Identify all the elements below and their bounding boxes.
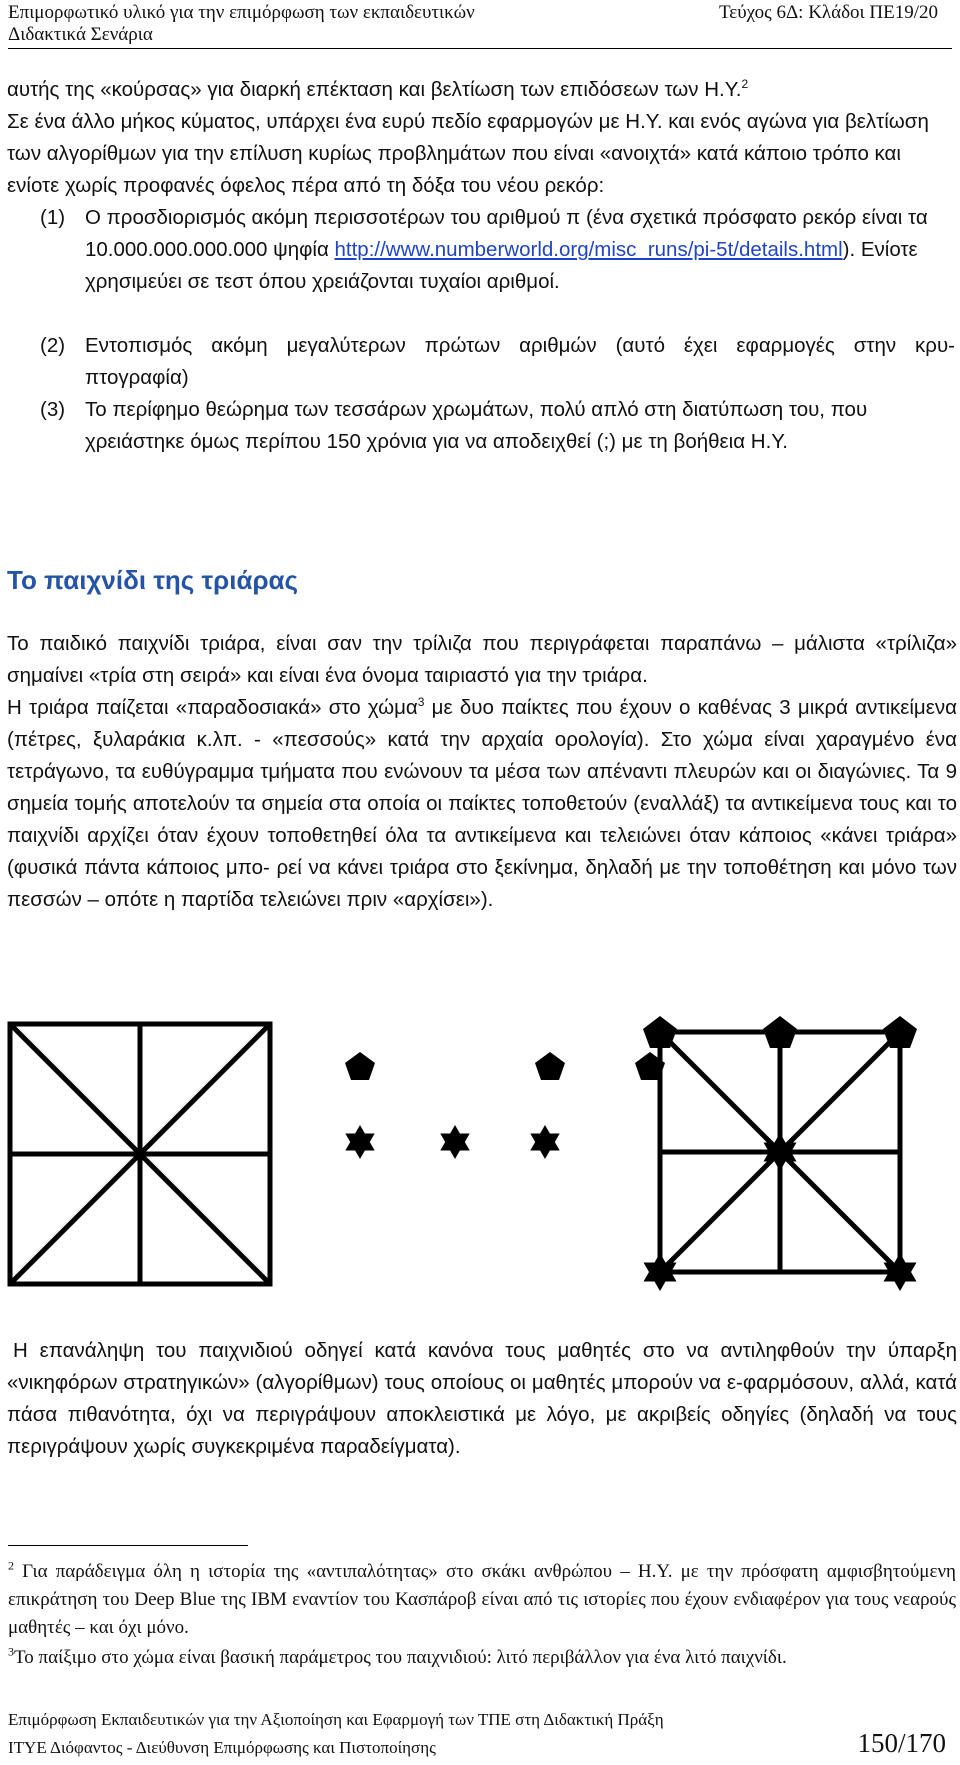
footnote-text: Για παράδειγμα όλη η ιστορία της «αντιπαλότητας» στο σκάκι ανθρώπου – Η.Υ. με την πρόσφατη αμφισβητούμενη επικράτηση του Deep Blue της IBM εναντίον του Κασπάροβ είναι από τις ιστορίες που έχουν ενδιαφέρον για τους νεαρούς μαθητές – και όχι μόνο. — [8, 1561, 956, 1638]
list-item-2 — [40, 330, 955, 394]
pentagon-piece — [345, 1052, 375, 1080]
section-title: Το παιχνίδι της τριάρας — [7, 565, 299, 595]
pentagon-piece — [763, 1016, 797, 1048]
list-item-1 — [40, 202, 955, 298]
list-item-number: (3) — [40, 398, 66, 421]
star-piece — [345, 1125, 374, 1159]
header-subtitle: Διδακτικά Σενάρια — [8, 24, 153, 45]
list-item-text: Το περίφημο θεώρημα των τεσσάρων χρωμάτων, πολύ απλό στη διατύπωση του, που χρειάστηκε όμως περίπου 150 χρόνια για να αποδειχθεί (;) με τη βοήθεια Η.Υ. — [85, 398, 868, 453]
list-item-3 — [40, 394, 955, 458]
pentagon-piece — [535, 1052, 565, 1080]
star-piece — [440, 1125, 469, 1159]
intro-line-text: αυτής της «κούρσας» για διαρκή επέκταση και βελτίωση των επιδόσεων των Η.Υ. — [7, 78, 742, 101]
game-pieces — [345, 1052, 665, 1159]
star-piece — [530, 1125, 559, 1159]
footnote-2 — [8, 1558, 956, 1642]
empty-board — [10, 1024, 270, 1284]
intro-paragraph: Σε ένα άλλο μήκος κύματος, υπάρχει ένα ευρύ πεδίο εφαρμογών με Η.Υ. και ενός αγώνα για βελτίωση των αλγορίθμων για την επίλυση κυρίως προβλημάτων που είναι «ανοιχτά» κατά κάποιο τρόπο και ενίοτε χωρίς προφανές όφελος πέρα από τη δόξα του νέου ρεκόρ: — [7, 110, 929, 197]
footnote-number: 3 — [8, 1644, 14, 1659]
triara-boards-figure — [0, 1010, 960, 1300]
list-item-text: Ο προσδιορισμός ακόμη περισσοτέρων του αριθμού π (ένα σχετικά πρόσφατο ρεκόρ είναι τα 10.000.000.000.000 ψηφία — [85, 206, 928, 261]
section-paragraph-2-text-end: ρεί να κάνει τριάρα στο ξεκίνημα, δηλαδή με την τοποθέτηση και μόνο των πεσσών – οπότε η παρτίδα τελειώνει πριν «αρχίσει»). — [7, 856, 957, 911]
footnote-number: 2 — [8, 1558, 14, 1573]
list-item-text: Εντοπισμός ακόμη μεγαλύτερων πρώτων αριθμών (αυτό έχει εφαρμογές στην κρυ- — [85, 334, 955, 357]
header-issue: Τεύχος 6Δ: Κλάδοι ΠΕ19/20 — [718, 2, 938, 23]
list-item-number: (2) — [40, 334, 66, 357]
header-divider — [8, 48, 952, 49]
footnote-divider — [8, 1545, 248, 1546]
list-item-text-cont: πτογραφία) — [85, 366, 189, 389]
section-paragraph-2-text-cont: με δυο παίκτες που έχουν ο καθένας 3 μικρά αντικείμενα (πέτρες, ξυλαράκια κ.λπ. - «πεσσούς» κατά την αρχαία ορολογία). Στο χώμα είναι χαραγμένο ένα τετράγωνο, τα ευθύγραμμα τμήματα που ενώνουν τα μέσα των απέναντι πλευρών και οι διαγώνιες. Τα 9 σημεία τομής αποτελούν τα σημεία στα οποία οι παίκτες τοποθετούν (εναλλάξ) τα αντικείμενα τους και το παιχνίδι αρχίζει όταν έχουν τοποθετηθεί όλα τα αντικείμενα και τελειώνει όταν κάποιος «κάνει τριάρα» (φυσικά πάντα κάποιος μπο- — [7, 696, 957, 879]
section-paragraph-3: Η επανάληψη του παιχνιδιού οδηγεί κατά κανόνα τους μαθητές στο να αντιληφθούν την ύπαρξη «νικηφόρων στρατηγικών» (αλγορίθμων) τους οποίους οι μαθητές μπορούν να ε-φαρμόσουν, αλλά, κατά πάσα πιθανότητα, όχι να περιγράψουν αποκλειστικά με λόγο, με ακριβείς οδηγίες (δηλαδή να τους περιγράψουν χωρίς συγκεκριμένα παραδείγματα). — [7, 1339, 957, 1458]
page-number: 150/170 — [857, 1728, 946, 1758]
footnote-ref-3[interactable]: 3 — [417, 695, 425, 710]
pi-record-link[interactable]: http://www.numberworld.org/misc_runs/pi-5t/details.html — [334, 238, 843, 261]
footnote-3 — [8, 1644, 956, 1672]
intro-line — [7, 74, 957, 106]
section-paragraph-2-text: Η τριάρα παίζεται «παραδοσιακά» στο χώμα — [7, 696, 418, 719]
list-item-number: (1) — [40, 206, 66, 229]
section-paragraph-2 — [7, 692, 957, 916]
footer-program: Επιμόρφωση Εκπαιδευτικών για την Αξιοποίηση και Εφαρμογή των ΤΠΕ στη Διδακτική Πράξη — [8, 1710, 664, 1729]
footnote-ref-2[interactable]: 2 — [741, 77, 749, 92]
footnote-text: Το παίξιμο στο χώμα είναι βασική παράμετρος του παιχνιδιού: λιτό περιβάλλον για ένα λιτό παιχνίδι. — [14, 1647, 787, 1668]
header-publication: Επιμορφωτικό υλικό για την επιμόρφωση των εκπαιδευτικών — [8, 2, 475, 23]
section-paragraph-1: Το παιδικό παιχνίδι τριάρα, είναι σαν την τρίλιζα που περιγράφεται παραπάνω – μάλιστα «τρίλιζα» σημαίνει «τρία στη σειρά» και είναι ένα όνομα ταιριαστό για την τριάρα. — [7, 632, 957, 687]
footer-institution: ΙΤΥΕ Διόφαντος - Διεύθυνση Επιμόρφωσης και Πιστοποίησης — [8, 1738, 436, 1757]
list-item-text-cont: ). Ενίοτε χρησιμεύει σε τεστ όπου χρειάζονται τυχαίοι αριθμοί. — [85, 238, 918, 293]
